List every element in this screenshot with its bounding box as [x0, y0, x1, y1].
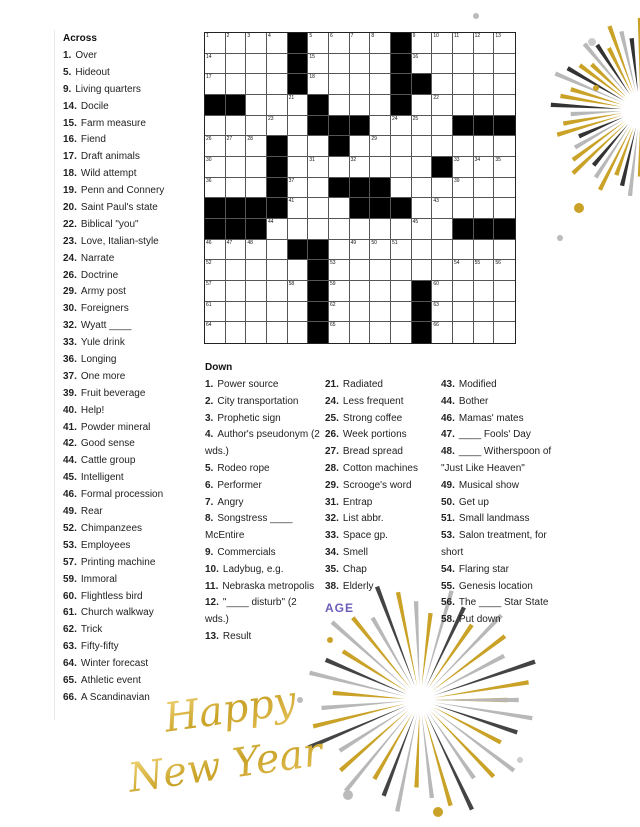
cell-number: 61 [206, 301, 212, 308]
clue-text: Farm measure [80, 117, 146, 129]
clue-text: Power source [217, 379, 279, 390]
clue-number: 44. [441, 395, 455, 407]
clue-text: Musical show [458, 479, 519, 491]
clue-number: 29. [63, 286, 77, 298]
clue-text: Angry [217, 496, 244, 508]
clue-number: 24. [63, 252, 77, 264]
cell-number: 63 [433, 301, 439, 308]
clue-text: Doctrine [80, 269, 119, 281]
clue-text: Strong coffee [342, 412, 403, 424]
clue-number: 43. [441, 379, 455, 390]
cell-number: 56 [495, 260, 501, 267]
clue-text: Penn and Connery [80, 185, 165, 197]
clue-number: 4. [205, 429, 214, 441]
clue-number: 5. [63, 66, 72, 78]
clue-number: 65. [63, 674, 77, 686]
cell-number: 45 [412, 218, 419, 225]
clue-text: Cattle group [80, 455, 136, 467]
clue-text: "____ disturb" (2 wds.) [205, 597, 297, 626]
cell-number: 17 [206, 74, 212, 81]
clue-number: 41. [63, 421, 77, 433]
cell-number: 3 [247, 33, 251, 39]
cell-number: 57 [206, 280, 212, 287]
clue-number: 54. [441, 563, 455, 575]
clue-text: One more [80, 370, 126, 382]
clue-text: Flaring star [458, 563, 509, 575]
cell-number: 4 [267, 33, 271, 39]
clue-number: 60. [63, 590, 77, 602]
cell-number: 27 [226, 136, 233, 143]
clue-number: 30. [63, 303, 77, 315]
clue-text: Intelligent [80, 472, 124, 484]
clue-number: 24. [325, 395, 339, 407]
cell-number: 30 [206, 156, 212, 163]
cell-number: 11 [453, 33, 460, 39]
clue-text: Formal procession [80, 489, 164, 501]
clue-number: 50. [441, 496, 455, 508]
cell-number: 49 [350, 239, 357, 246]
clue-text: Hideout [75, 66, 110, 78]
cell-number: 25 [412, 115, 419, 122]
clue-text: Put down [458, 614, 501, 626]
clue-text: Less frequent [342, 395, 404, 407]
clue-number: 20. [63, 202, 77, 214]
down-heading: Down [205, 362, 233, 373]
happy-script: Happy [161, 677, 299, 742]
clue-text: Printing machine [80, 556, 156, 568]
clue-number: 61. [63, 607, 77, 619]
clue-text: Good sense [80, 438, 135, 450]
clue-number: 45. [63, 472, 77, 484]
clue-text: Prophetic sign [217, 412, 281, 424]
clue-number: 37. [63, 370, 77, 382]
clue-number: 55. [441, 580, 455, 592]
clue-text: Over [75, 50, 98, 61]
clue-number: 57. [63, 556, 77, 568]
cell-number: 32 [350, 156, 357, 163]
clue-number: 31. [325, 496, 339, 508]
clue-text: Fifty-fifty [80, 641, 119, 653]
clue-number: 11. [205, 580, 219, 592]
cell-number: 48 [247, 239, 253, 246]
clue-number: 64. [63, 658, 77, 670]
clue-number: 28. [325, 462, 339, 474]
clue-number: 48. [441, 446, 455, 458]
cell-number: 39 [453, 177, 460, 184]
clue-number: 56. [441, 597, 455, 609]
clue-number: 29. [325, 479, 339, 491]
clue-number: 36. [63, 354, 77, 366]
cell-number: 10 [433, 33, 439, 39]
clue-number: 63. [63, 641, 77, 653]
clue-text: Trick [80, 624, 103, 636]
clue-text: Get up [458, 496, 489, 508]
clue-text: Fruit beverage [80, 387, 146, 399]
clue-text: Immoral [80, 573, 118, 585]
cell-number: 59 [329, 280, 336, 287]
clue-text: Songstress ____ McEntire [205, 513, 293, 542]
cell-number: 21 [288, 94, 295, 101]
cell-number: 36 [206, 177, 212, 184]
clue-text: Elderly [342, 580, 374, 592]
cell-number: 43 [433, 198, 439, 205]
clue-number: 13. [205, 630, 219, 642]
cell-number: 7 [350, 33, 354, 39]
clue-text: Athletic event [80, 674, 141, 686]
clue-number: 53. [63, 539, 77, 551]
cell-number: 51 [391, 239, 398, 246]
cell-number: 46 [206, 239, 212, 246]
clue-text: Narrate [80, 252, 115, 264]
clue-text: Fiend [80, 134, 106, 146]
cell-number: 62 [329, 301, 336, 308]
cell-number: 14 [206, 53, 212, 60]
clue-number: 21. [325, 379, 339, 390]
clue-text: Rear [80, 506, 103, 518]
cell-number: 34 [474, 156, 481, 163]
clue-number: 1. [63, 50, 72, 61]
clue-number: 8. [205, 513, 214, 525]
clue-text: List abbr. [342, 513, 384, 525]
new-year-script: New Year [125, 729, 326, 802]
clue-text: A Scandinavian [80, 691, 150, 703]
cell-number: 23 [267, 115, 274, 122]
cell-number: 33 [453, 156, 460, 163]
clue-number: 49. [63, 506, 77, 518]
clue-text: Longing [80, 354, 117, 366]
clue-text: Entrap [342, 496, 373, 508]
cell-number: 31 [309, 156, 315, 163]
clue-number: 33. [325, 530, 339, 542]
clue-number: 47. [441, 429, 455, 441]
age-stamp: AGE [325, 601, 355, 615]
clue-text: Mamas' mates [458, 412, 524, 424]
clue-number: 32. [63, 320, 77, 332]
clue-number: 25. [325, 412, 339, 424]
cell-number: 52 [206, 260, 212, 267]
clue-number: 26. [63, 269, 77, 281]
clue-text: Radiated [342, 379, 383, 390]
clue-number: 1. [205, 379, 214, 390]
clue-text: Help! [80, 404, 105, 416]
cell-number: 15 [309, 53, 315, 60]
clue-text: Living quarters [75, 83, 141, 95]
clue-number: 17. [63, 151, 77, 163]
cell-number: 8 [371, 33, 375, 39]
clue-text: Small landmass [458, 513, 530, 525]
clue-number: 15. [63, 117, 77, 129]
clue-text: Powder mineral [80, 421, 151, 433]
clue-text: Foreigners [80, 303, 129, 315]
clue-number: 3. [205, 412, 214, 424]
clue-number: 23. [63, 235, 77, 247]
cell-number: 9 [412, 33, 416, 39]
clue-number: 9. [205, 546, 214, 558]
clue-text: Love, Italian-style [80, 235, 159, 247]
cell-number: 64 [206, 322, 212, 329]
clue-text: Church walkway [80, 607, 154, 619]
clue-number: 22. [63, 218, 77, 230]
across-heading: Across [63, 33, 97, 44]
cell-number: 18 [309, 74, 315, 81]
cell-number: 50 [371, 239, 377, 246]
cell-number: 28 [247, 136, 253, 143]
clue-text: Performer [217, 479, 262, 491]
clue-number: 62. [63, 624, 77, 636]
clue-number: 59. [63, 573, 77, 585]
clue-number: 46. [63, 489, 77, 501]
clue-number: 53. [441, 530, 455, 542]
clue-number: 33. [63, 337, 77, 349]
clue-text: Ladybug, e.g. [222, 563, 284, 575]
clue-text: Bother [458, 395, 489, 407]
cell-number: 26 [206, 136, 212, 143]
cell-number: 66 [433, 322, 439, 329]
cell-number: 12 [474, 33, 481, 39]
clue-number: 7. [205, 496, 214, 508]
cell-number: 41 [288, 198, 295, 205]
cell-number: 5 [309, 33, 313, 39]
clue-text: Winter forecast [80, 658, 149, 670]
cell-number: 13 [495, 33, 501, 39]
cell-number: 24 [391, 115, 398, 122]
clue-number: 38. [325, 580, 339, 592]
clue-text: Wyatt ____ [80, 320, 132, 332]
clue-text: Commercials [217, 546, 276, 558]
clue-number: 10. [205, 563, 219, 575]
clue-text: Flightless bird [80, 590, 143, 602]
clue-number: 40. [63, 404, 77, 416]
clue-number: 35. [325, 563, 339, 575]
cell-number: 54 [453, 260, 460, 267]
clue-text: Docile [80, 100, 109, 112]
clue-text: Genesis location [458, 580, 533, 592]
clue-number: 49. [441, 479, 455, 491]
cell-number: 60 [433, 280, 439, 287]
clue-text: Yule drink [80, 337, 125, 349]
clue-text: Result [222, 630, 252, 642]
cell-number: 44 [267, 218, 274, 225]
clue-number: 39. [63, 387, 77, 399]
clue-text: City transportation [217, 395, 299, 407]
cell-number: 29 [371, 136, 377, 143]
clue-number: 12. [205, 597, 219, 609]
clue-text: Wild attempt [80, 168, 137, 180]
clue-number: 16. [63, 134, 77, 146]
clue-number: 52. [63, 522, 77, 534]
clue-text: Space gp. [342, 530, 388, 542]
clue-text: Smell [342, 546, 368, 558]
cell-number: 35 [495, 156, 501, 163]
clue-text: Bread spread [342, 446, 403, 458]
clue-number: 32. [325, 513, 339, 525]
clue-text: Employees [80, 539, 131, 551]
clue-number: 46. [441, 412, 455, 424]
clue-number: 42. [63, 438, 77, 450]
clue-text: Week portions [342, 429, 407, 441]
clue-number: 27. [325, 446, 339, 458]
clue-text: Chap [342, 563, 367, 575]
cell-number: 58 [288, 280, 295, 287]
clue-number: 9. [63, 83, 72, 95]
clue-text: Rodeo rope [217, 462, 270, 474]
clue-text: The ____ Star State [458, 597, 549, 609]
clue-number: 66. [63, 691, 77, 703]
clue-number: 18. [63, 168, 77, 180]
cell-number: 2 [226, 33, 230, 39]
clue-text: Draft animals [80, 151, 140, 163]
clue-text: Scrooge's word [342, 479, 412, 491]
cell-number: 37 [288, 177, 295, 184]
cell-number: 22 [433, 94, 439, 101]
clue-text: ____ Fools' Day [458, 429, 531, 441]
cell-number: 6 [329, 33, 333, 39]
clue-text: Modified [458, 379, 497, 390]
clue-text: Nebraska metropolis [222, 580, 315, 592]
clue-number: 58. [441, 614, 455, 626]
clue-number: 26. [325, 429, 339, 441]
clue-number: 2. [205, 395, 214, 407]
clue-text: ____ Witherspoon of "Just Like Heaven" [441, 446, 552, 474]
cell-number: 53 [329, 260, 336, 267]
clue-text: Chimpanzees [80, 522, 143, 534]
clue-number: 6. [205, 479, 214, 491]
clue-text: Author's pseudonym (2 wds.) [205, 429, 320, 458]
clue-number: 51. [441, 513, 455, 525]
clue-number: 5. [205, 462, 214, 474]
clue-number: 44. [63, 455, 77, 467]
cell-number: 47 [226, 239, 233, 246]
clue-number: 14. [63, 100, 77, 112]
clue-text: Biblical "you" [80, 218, 139, 230]
clue-number: 34. [325, 546, 339, 558]
clue-text: Saint Paul's state [80, 202, 158, 214]
clue-number: 19. [63, 185, 77, 197]
cell-number: 16 [412, 53, 419, 60]
cell-number: 1 [206, 33, 209, 39]
cell-number: 65 [329, 322, 336, 329]
cell-number: 55 [474, 260, 481, 267]
clue-text: Salon treatment, for short [441, 530, 547, 558]
clue-text: Cotton machines [342, 462, 418, 474]
clue-text: Army post [80, 286, 126, 298]
